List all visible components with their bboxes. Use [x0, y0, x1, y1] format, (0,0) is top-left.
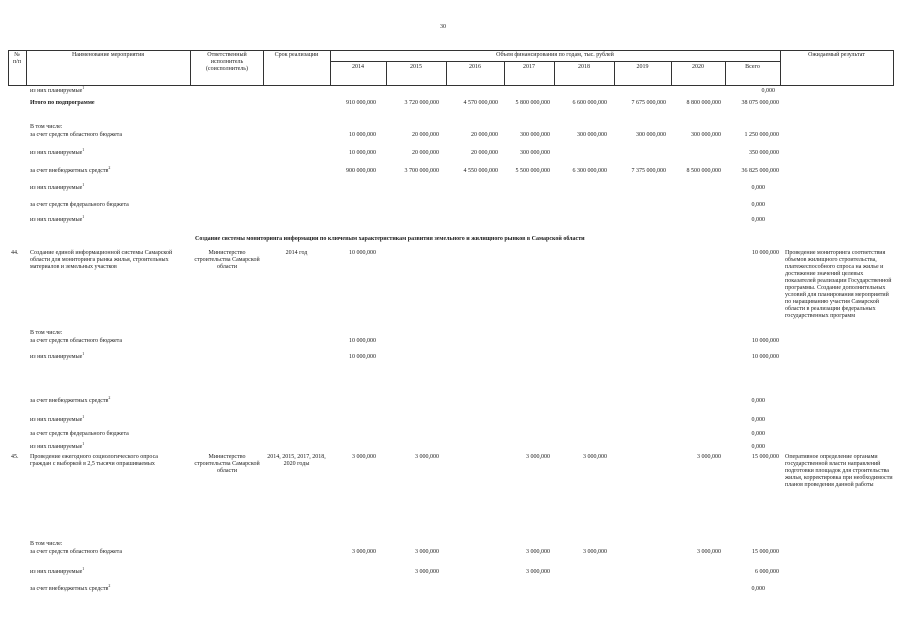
row-total: 1 250 000,000: [744, 132, 779, 138]
cell-2018: 3 000,000: [583, 454, 607, 460]
item-term: 2014 год: [285, 250, 308, 256]
row-label: за счет внебюджетных средств$^2$: [30, 395, 111, 404]
row-label: из них планируемые$^1$: [30, 414, 85, 423]
header-divider: [893, 50, 894, 86]
row-total: 38 075 000,000: [741, 100, 779, 106]
cell-2017: 5 800 000,000: [515, 100, 550, 106]
item-name: Создание единой информационной системы Самарской области для мониторинга рынка жилья, строительных материалов и земельных участков: [30, 250, 173, 270]
cell-2015: 3 000,000: [415, 454, 439, 460]
row-total: 10 000,000: [752, 354, 779, 360]
row-label: из них планируемые$^1$: [30, 182, 85, 191]
cell-2016: 4 550 000,000: [463, 168, 498, 174]
cell-2014: 10 000,000: [349, 132, 376, 138]
subprogram-total-label: Итого по подпрограмме: [30, 100, 95, 106]
cell-2018: 3 000,000: [583, 549, 607, 555]
item-expected-result: Проведение мониторинга соответствия объемов жилищного строительства, платежеспособного спроса на жилье и достижение значений целевых показателей реализации Государственной программы. Создание дополнительных условий для планирования мероприятий по наращиванию участия Самарской области в реализации федеральных государственных программ: [785, 250, 892, 319]
header-year: 2015: [410, 64, 422, 70]
header-bottom-border: [8, 85, 893, 86]
row-total: 0,000: [751, 202, 765, 208]
header-number: № п/п: [12, 52, 22, 65]
row-label: из них планируемые$^1$: [30, 85, 85, 94]
row-label: из них планируемые$^1$: [30, 351, 85, 360]
cell-2016: 20 000,000: [471, 132, 498, 138]
cell-2014: 3 000,000: [352, 454, 376, 460]
cell-2014: 900 000,000: [346, 168, 376, 174]
header-executor: Ответственный исполнитель (соисполнитель): [205, 52, 249, 72]
row-total: 10 000,000: [752, 250, 779, 256]
row-label: В том числе:: [30, 330, 63, 336]
row-total: 0,000: [751, 398, 765, 404]
header-year: 2016: [469, 64, 481, 70]
cell-2019: 7 675 000,000: [631, 100, 666, 106]
header-year: 2014: [352, 64, 364, 70]
cell-2017: 300 000,000: [520, 132, 550, 138]
cell-2015: 3 700 000,000: [404, 168, 439, 174]
header-year: 2018: [578, 64, 590, 70]
row-label: В том числе:: [30, 541, 63, 547]
page-number: 30: [440, 24, 446, 30]
header-term: Срок реализации: [274, 52, 319, 58]
cell-2014: 10 000,000: [349, 354, 376, 360]
row-total: 0,000: [751, 185, 765, 191]
cell-2020: 8 800 000,000: [686, 100, 721, 106]
row-label: В том числе:: [30, 124, 63, 130]
item-executor: Министерство строительства Самарской области: [194, 454, 260, 474]
row-label: за счет внебюджетных средств$^2$: [30, 165, 111, 174]
row-total: 10 000,000: [752, 338, 779, 344]
item-executor: Министерство строительства Самарской области: [194, 250, 260, 270]
row-label: из них планируемые$^1$: [30, 214, 85, 223]
header-activity-name: Наименование мероприятия: [71, 52, 145, 58]
row-label: за счет средств федерального бюджета: [30, 202, 129, 208]
cell-2018: 300 000,000: [577, 132, 607, 138]
cell-2015: 3 000,000: [415, 569, 439, 575]
section-title: Создание системы мониторинга информации по ключевым характеристикам развития земельного и жилищного рынков в Самарской области: [195, 236, 585, 242]
cell-2019: 7 375 000,000: [631, 168, 666, 174]
cell-2014: 10 000,000: [349, 250, 376, 256]
row-total: 0,000: [751, 217, 765, 223]
row-total: 36 825 000,000: [741, 168, 779, 174]
header-year: 2020: [692, 64, 704, 70]
row-label: из них планируемые$^1$: [30, 566, 85, 575]
cell-2018: 6 600 000,000: [572, 100, 607, 106]
header-years-border: [330, 61, 780, 62]
item-term: 2014, 2015, 2017, 2018, 2020 годы: [267, 454, 326, 467]
item-number: 44.: [11, 250, 19, 256]
row-total: 0,000: [751, 586, 765, 592]
cell-2017: 3 000,000: [526, 454, 550, 460]
header-expected-result: Ожидаемый результат: [808, 52, 865, 58]
item-name: Проведение ежегодного социологического опроса граждан с выборкой в 2,5 тысячи опрашиваемых: [30, 454, 158, 467]
row-total: 15 000,000: [752, 454, 779, 460]
cell-2020: 300 000,000: [691, 132, 721, 138]
header-year-total: Всего: [745, 64, 760, 70]
row-total: 0,000: [751, 417, 765, 423]
header-year: 2017: [523, 64, 535, 70]
cell-2014: 10 000,000: [349, 338, 376, 344]
cell-2016: 4 570 000,000: [463, 100, 498, 106]
cell-2015: 20 000,000: [412, 132, 439, 138]
cell-2017: 300 000,000: [520, 150, 550, 156]
cell-2014: 910 000,000: [346, 100, 376, 106]
cell-2015: 3 720 000,000: [404, 100, 439, 106]
cell-2015: 20 000,000: [412, 150, 439, 156]
row-label: из них планируемые$^1$: [30, 441, 85, 450]
row-label: из них планируемые$^1$: [30, 147, 85, 156]
row-label: за счет средств областного бюджета: [30, 549, 123, 555]
row-total: 15 000,000: [752, 549, 779, 555]
row-total: 0,000: [751, 444, 765, 450]
row-label: за счет средств областного бюджета: [30, 338, 123, 344]
cell-2018: 6 300 000,000: [572, 168, 607, 174]
row-total: 350 000,000: [749, 150, 779, 156]
cell-2014: 10 000,000: [349, 150, 376, 156]
cell-2020: 8 500 000,000: [686, 168, 721, 174]
row-total: 6 000,000: [755, 569, 779, 575]
header-financing: Объем финансирования по годам, тыс. рублей: [496, 52, 614, 58]
row-label: за счет средств областного бюджета: [30, 132, 123, 138]
cell-2020: 3 000,000: [697, 549, 721, 555]
item-number: 45.: [11, 454, 19, 460]
item-expected-result: Оперативное определение органами государственной власти направлений подготовки площадок для строительства жилья, корректировка при необходимости планов проведения данной работы: [785, 454, 893, 488]
cell-2016: 20 000,000: [471, 150, 498, 156]
cell-2015: 3 000,000: [415, 549, 439, 555]
row-label: за счет внебюджетных средств$^2$: [30, 583, 111, 592]
cell-2017: 5 500 000,000: [515, 168, 550, 174]
cell-2014: 3 000,000: [352, 549, 376, 555]
cell-2020: 3 000,000: [697, 454, 721, 460]
header-top-border: [8, 50, 893, 51]
header-year: 2019: [636, 64, 649, 70]
cell-2017: 3 000,000: [526, 569, 550, 575]
row-label: за счет средств федерального бюджета: [30, 431, 129, 437]
row-total: 0,000: [751, 431, 765, 437]
row-total: 0,000: [761, 88, 775, 94]
cell-2017: 3 000,000: [526, 549, 550, 555]
cell-2019: 300 000,000: [636, 132, 666, 138]
